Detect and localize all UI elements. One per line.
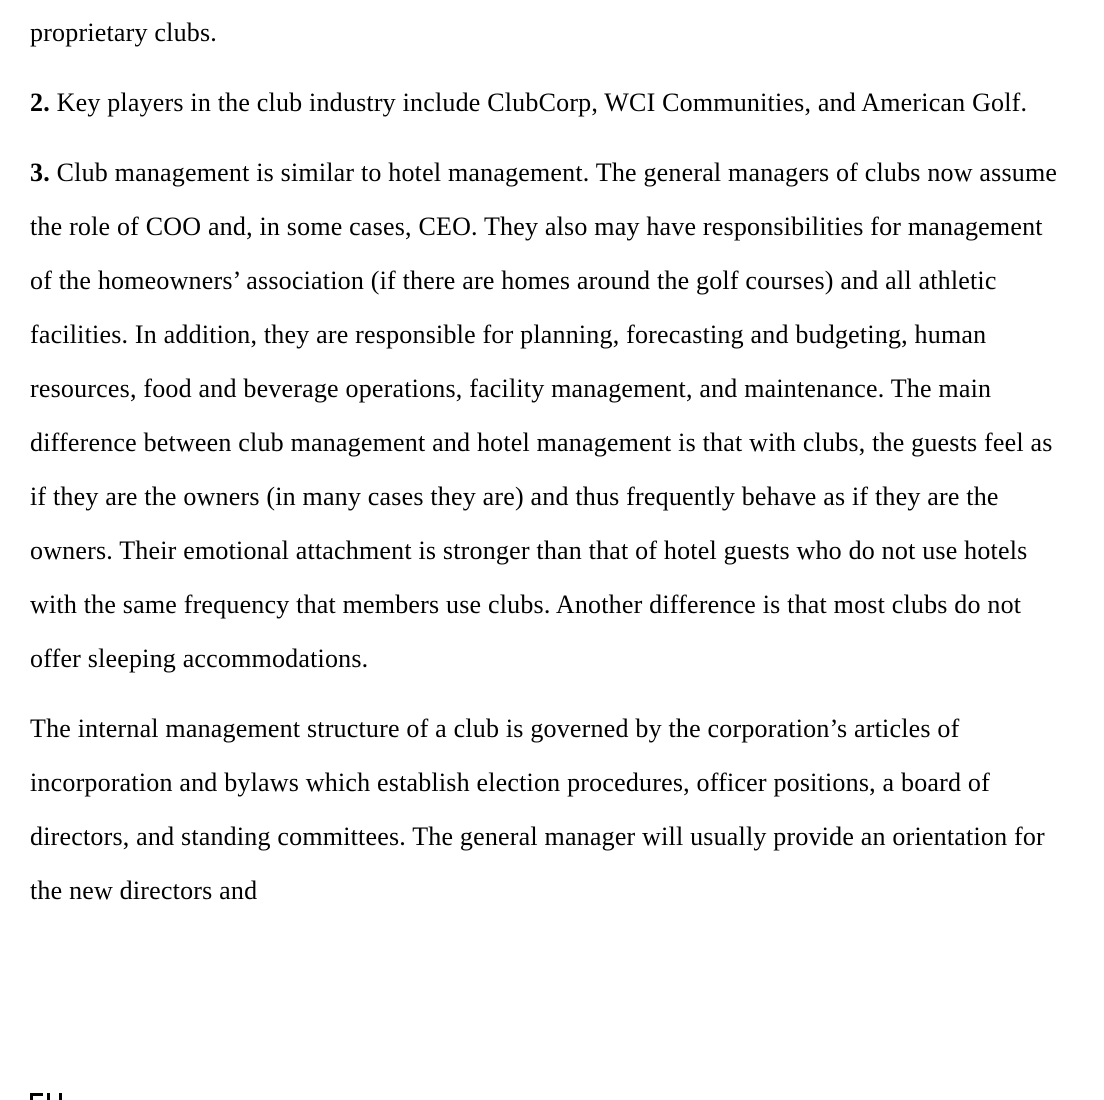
numbered-item-3 [30, 146, 1070, 686]
paragraph-fragment-proprietary-clubs [30, 6, 1070, 60]
paragraph-internal-management [30, 702, 1070, 918]
numbered-item-2 [30, 76, 1070, 130]
paragraph-text: The internal management structure of a club is governed by the corporation’s articles of incorporation and bylaws which establish election procedures, officer positions, a board of directors, and standing committees. The general manager will usually provide an orientation for the new directors and [30, 714, 1045, 905]
paragraph-text: proprietary clubs. [30, 18, 217, 47]
item-number: 3. [30, 158, 50, 187]
paragraph-text: Club management is similar to hotel management. The general managers of clubs now assume the role of COO and, in some cases, CEO. They also may have responsibilities for management of the homeowners’ association (if there are homes around the golf courses) and all athletic facilities. In addition, they are responsible for planning, forecasting and budgeting, human resources, food and beverage operations, facility management, and maintenance. The main difference between club management and hotel management is that with clubs, the guests feel as if they are the owners (in many cases they are) and thus frequently behave as if they are the owners. Their emotional attachment is stronger than that of hotel guests who do not use hotels with the same frequency that members use clubs. Another difference is that most clubs do not offer sleeping accommodations. [30, 158, 1058, 673]
cutoff-next-line-fragment [30, 1093, 64, 1100]
item-number: 2. [30, 88, 50, 117]
paragraph-text: Key players in the club industry include ClubCorp, WCI Communities, and American Golf. [56, 88, 1028, 117]
